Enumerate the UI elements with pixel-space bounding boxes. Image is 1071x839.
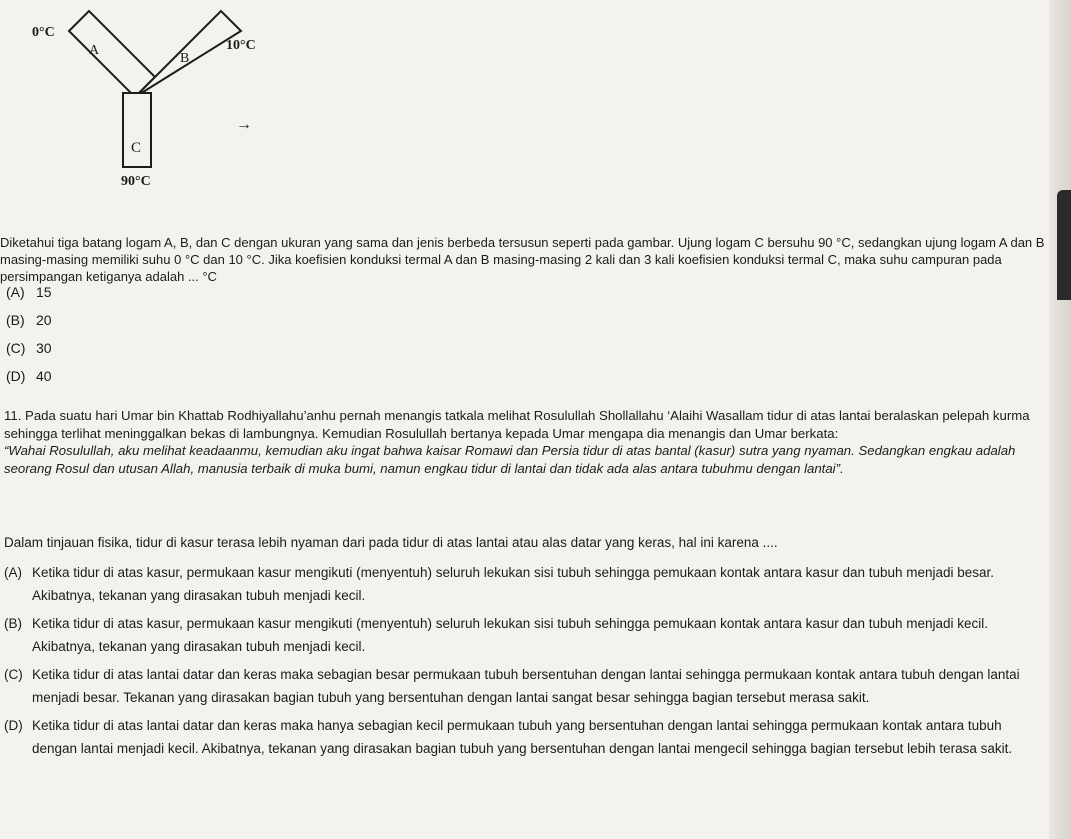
- option-b[interactable]: [6, 310, 52, 338]
- rod-a-label: A: [89, 43, 100, 58]
- option-a[interactable]: [4, 561, 1049, 607]
- option-d[interactable]: [4, 714, 1049, 760]
- question-11-options: [4, 561, 1049, 765]
- option-letter: (C): [6, 340, 26, 356]
- option-text: Ketika tidur di atas kasur, permukaan kasur mengikuti (menyentuh) seluruh lekukan sisi tubuh sehingga pemukaan kontak antara kasur dan tubuh menjadi kecil. Akibatnya, tekanan yang dirasakan tubuh menjadi kecil.: [32, 616, 989, 654]
- rod-a: [69, 11, 155, 97]
- question-11: [4, 407, 1049, 477]
- option-text: 20: [36, 312, 52, 328]
- rod-diagram: [20, 5, 340, 205]
- question-11-stem: Dalam tinjauan fisika, tidur di kasur terasa lebih nyaman dari pada tidur di atas lantai atau alas datar yang keras, hal ini karena ....: [4, 535, 778, 550]
- question-10: [0, 234, 1045, 285]
- rod-b-label: B: [180, 51, 190, 66]
- arrow-mark: →: [236, 116, 252, 133]
- temp-c-label: 90°C: [121, 174, 151, 189]
- page-edge: [1049, 0, 1071, 839]
- option-b[interactable]: [4, 612, 1049, 658]
- option-c[interactable]: [4, 663, 1049, 709]
- page-edge-shadow: [1057, 190, 1071, 300]
- option-letter: (D): [6, 368, 26, 384]
- option-text: 15: [36, 284, 52, 300]
- option-text: Ketika tidur di atas lantai datar dan keras maka hanya sebagian kecil permukaan tubuh yang bersentuhan dengan lantai sehingga permukaan kontak antara tubuh dengan lantai menjadi kecil. Akibatnya, tekanan yang dirasakan bagian tubuh yang bersentuhan dengan lantai mengecil sehingga bagian tersebut lebih terasa sakit.: [32, 718, 1013, 756]
- option-text: Ketika tidur di atas lantai datar dan keras maka sebagian besar permukaan tubuh bersentuhan dengan lantai sehingga permukaan kontak antara tubuh dengan lantai menjadi besar. Tekanan yang dirasakan bagian tubuh yang bersentuhan dengan lantai sangat besar sehingga bagian tersebut merasa sakit.: [32, 667, 1020, 705]
- option-letter: (A): [4, 565, 22, 580]
- option-letter: (C): [4, 667, 23, 682]
- option-letter: (D): [4, 718, 23, 733]
- option-text: Ketika tidur di atas kasur, permukaan kasur mengikuti (menyentuh) seluruh lekukan sisi tubuh sehingga pemukaan kontak antara kasur dan tubuh menjadi besar. Akibatnya, tekanan yang dirasakan tubuh menjadi kecil.: [32, 565, 995, 603]
- question-11-intro: 11. Pada suatu hari Umar bin Khattab Rodhiyallahu’anhu pernah menangis tatkala melihat Rosulullah Shollallahu ‘Alaihi Wasallam tidur di atas lantai beralaskan pelepah kurma sehingga terlihat meninggalkan bekas di lambungnya. Kemudian Rosulullah bertanya kepada Umar mengapa dia menangis dan Umar berkata:: [4, 408, 1030, 441]
- question-10-options: [6, 282, 52, 394]
- option-d[interactable]: [6, 366, 52, 394]
- option-letter: (B): [6, 312, 25, 328]
- option-letter: (B): [4, 616, 22, 631]
- rod-c-label: C: [131, 140, 142, 156]
- question-10-stem: Diketahui tiga batang logam A, B, dan C dengan ukuran yang sama dan jenis berbeda tersusun seperti pada gambar. Ujung logam C bersuhu 90 °C, sedangkan ujung logam A dan B masing-masing memiliki suhu 0 °C dan 10 °C. Jika koefisien konduksi termal A dan B masing-masing 2 kali dan 3 kali koefisien konduksi termal C, maka suhu campuran pada persimpangan ketiganya adalah ... °C: [0, 235, 1045, 284]
- option-a[interactable]: [6, 282, 52, 310]
- option-text: 40: [36, 368, 52, 384]
- option-text: 30: [36, 340, 52, 356]
- temp-b-label: 10°C: [226, 38, 256, 53]
- question-11-quote: “Wahai Rosulullah, aku melihat keadaanmu, kemudian aku ingat bahwa kaisar Romawi dan Persia tidur di atas bantal (kasur) sutra yang nyaman. Sedangkan engkau adalah seorang Rosul dan utusan Allah, manusia terbaik di muka bumi, namun engkau tidur di lantai dan tidak ada alas antara tubuhmu dengan lantai”.: [4, 443, 1016, 476]
- option-c[interactable]: [6, 338, 52, 366]
- option-letter: (A): [6, 284, 25, 300]
- temp-a-label: 0°C: [32, 25, 55, 40]
